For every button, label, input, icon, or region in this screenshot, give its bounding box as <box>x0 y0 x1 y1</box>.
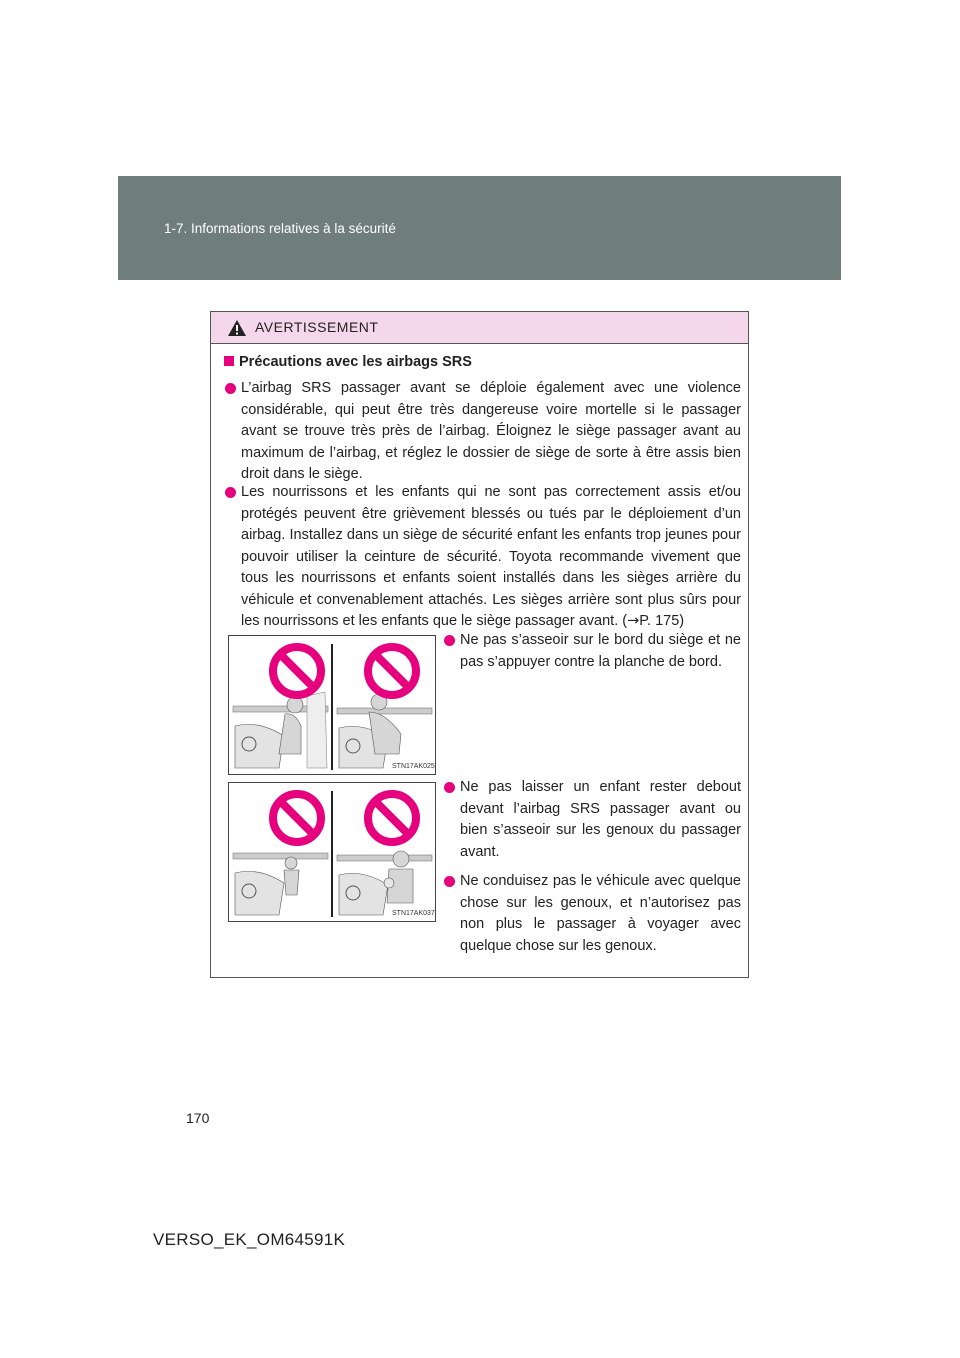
prohibited-sign-icon <box>368 647 416 695</box>
topic-text: Précautions avec les airbags SRS <box>239 354 472 370</box>
prohibited-sign-icon <box>273 794 321 842</box>
bullet-dot-icon <box>225 383 236 394</box>
bullet-dot-icon <box>225 487 236 498</box>
page-number: 170 <box>186 1110 210 1126</box>
bullet-dot-icon <box>444 876 455 887</box>
reference-arrow: → <box>627 613 640 629</box>
warning-box <box>210 311 749 978</box>
side-note-text: Ne conduisez pas le véhicule avec quelque chose sur les genoux, et n’autorisez pas non plus le passager à voyager avec quelque chose sur les genoux. <box>460 873 741 954</box>
square-bullet-icon <box>224 356 234 366</box>
prohibited-sign-icon <box>368 794 416 842</box>
side-note <box>460 871 741 957</box>
warning-bullet <box>241 482 741 633</box>
bullet-text: L’airbag SRS passager avant se déploie également avec une violence considérable, qui peut être très dangereuse voire mortelle si le passager avant se trouve très près de l’airbag. Éloignez le siège passager avant au maximum de l’airbag, et réglez le dossier de siège de sorte à être assis bien droit dans le siège. <box>241 380 741 482</box>
header-bar <box>118 176 841 280</box>
warning-bullet <box>241 378 741 486</box>
prohibited-sign-icon <box>273 647 321 695</box>
side-note-text: Ne pas laisser un enfant rester debout devant l’airbag SRS passager avant ou bien s’asseoir sur les genoux du passager avant. <box>460 779 741 860</box>
side-note <box>460 630 741 673</box>
document-code: VERSO_EK_OM64591K <box>153 1230 346 1249</box>
bullet-dot-icon <box>444 635 455 646</box>
warning-header <box>211 312 748 344</box>
illustration-code: STN17AK037 <box>392 910 435 917</box>
side-note <box>460 777 741 863</box>
illustration-child-standing <box>228 782 436 922</box>
side-note-text: Ne pas s’asseoir sur le bord du siège et ne pas s’appuyer contre la planche de bord. <box>460 632 741 670</box>
page-reference: P. 175) <box>639 613 685 629</box>
bullet-dot-icon <box>444 782 455 793</box>
illustration-code: STN17AK025 <box>392 763 435 770</box>
bullet-text: Les nourrissons et les enfants qui ne sont pas correctement assis et/ou protégés peuvent être grièvement blessés ou tués par le déploiement d’un airbag. Installez dans un siège de sécurité enfant les enfants trop jeunes pour pouvoir utiliser la ceinture de sécurité. Toyota recommande vivement que tous les nourrissons et enfants soient installés dans les sièges arrière du véhicule et convenablement attachés. Les sièges arrière sont plus sûrs pour les nourrissons et les enfants que le siège passager avant. ( <box>241 484 741 629</box>
section-title: 1-7. Informations relatives à la sécurité <box>164 221 396 236</box>
warning-triangle-icon <box>227 319 247 337</box>
warning-label: AVERTISSEMENT <box>255 319 379 335</box>
topic-heading <box>224 354 472 370</box>
illustration-passenger-leaning <box>228 635 436 775</box>
